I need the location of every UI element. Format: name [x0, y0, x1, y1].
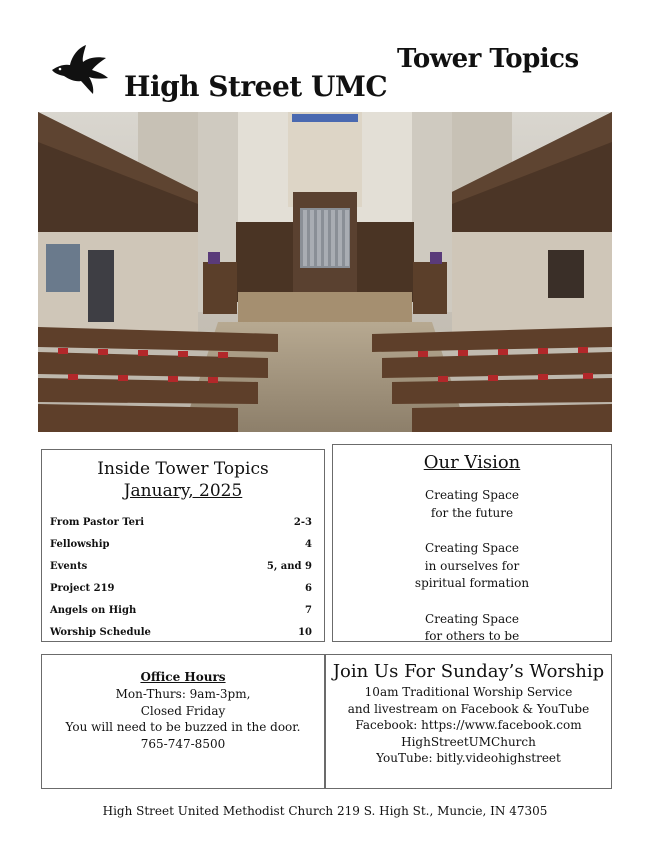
contents-item-title: Fellowship	[50, 539, 110, 550]
office-phone: 765-747-8500	[140, 736, 226, 751]
contents-item	[50, 534, 312, 556]
vision-spacer	[333, 593, 611, 611]
contents-item	[50, 622, 312, 644]
vision-line: spiritual formation	[414, 576, 530, 590]
office-hours-line: You will need to be buzzed in the door.	[65, 720, 301, 734]
worship-line: 10am Traditional Worship Service	[364, 685, 573, 699]
contents-item-pages: 5, and 9	[266, 561, 312, 572]
newsletter-title: Tower Topics	[397, 44, 579, 74]
facebook-link[interactable]: HighStreetUMChurch	[401, 734, 536, 749]
issue-date: January, 2025	[123, 481, 243, 501]
office-hours-line: Mon-Thurs: 9am-3pm,	[115, 687, 251, 701]
contents-box	[41, 449, 325, 642]
contents-list	[50, 512, 312, 644]
vision-heading: Our Vision	[423, 452, 521, 473]
vision-line: Creating Space	[425, 488, 519, 502]
vision-line: for others to be	[424, 629, 520, 643]
vision-spacer	[333, 522, 611, 540]
office-hours-heading: Office Hours	[140, 670, 226, 684]
contents-heading: Inside Tower Topics	[97, 459, 269, 479]
contents-item	[50, 556, 312, 578]
footer-address: High Street United Methodist Church 219 S. High St., Muncie, IN 47305	[102, 804, 548, 818]
church-name: High Street UMC	[124, 70, 388, 103]
contents-item	[50, 578, 312, 600]
contents-item-title: Angels on High	[50, 605, 137, 616]
contents-item-pages: 10	[298, 627, 312, 638]
dove-logo	[48, 44, 110, 96]
worship-line: and livestream on Facebook & YouTube	[347, 701, 590, 716]
contents-item-pages: 2-3	[293, 517, 312, 528]
vision-line: for the future	[430, 505, 514, 520]
worship-heading: Join Us For Sunday’s Worship	[332, 661, 605, 682]
contents-item-pages: 7	[305, 605, 312, 616]
sanctuary-photo	[38, 112, 612, 432]
contents-item	[50, 600, 312, 622]
vision-box	[332, 444, 612, 642]
contents-item-title: Worship Schedule	[50, 627, 151, 638]
office-hours-box	[41, 654, 325, 789]
vision-line: Creating Space	[425, 541, 519, 555]
youtube-link[interactable]: YouTube: bitly.videohighstreet	[376, 751, 561, 765]
office-hours-line: Closed Friday	[140, 703, 226, 718]
contents-item-pages: 4	[305, 539, 312, 550]
worship-box	[325, 654, 612, 789]
vision-line: in ourselves for	[424, 558, 520, 573]
contents-item-title: Events	[50, 561, 88, 572]
contents-item-title: Project 219	[50, 583, 115, 594]
contents-item-pages: 6	[305, 583, 312, 594]
vision-line: Creating Space	[425, 611, 519, 626]
contents-item	[50, 512, 312, 534]
facebook-link[interactable]: Facebook: https://www.facebook.com	[355, 718, 582, 732]
contents-item-title: From Pastor Teri	[50, 517, 145, 528]
